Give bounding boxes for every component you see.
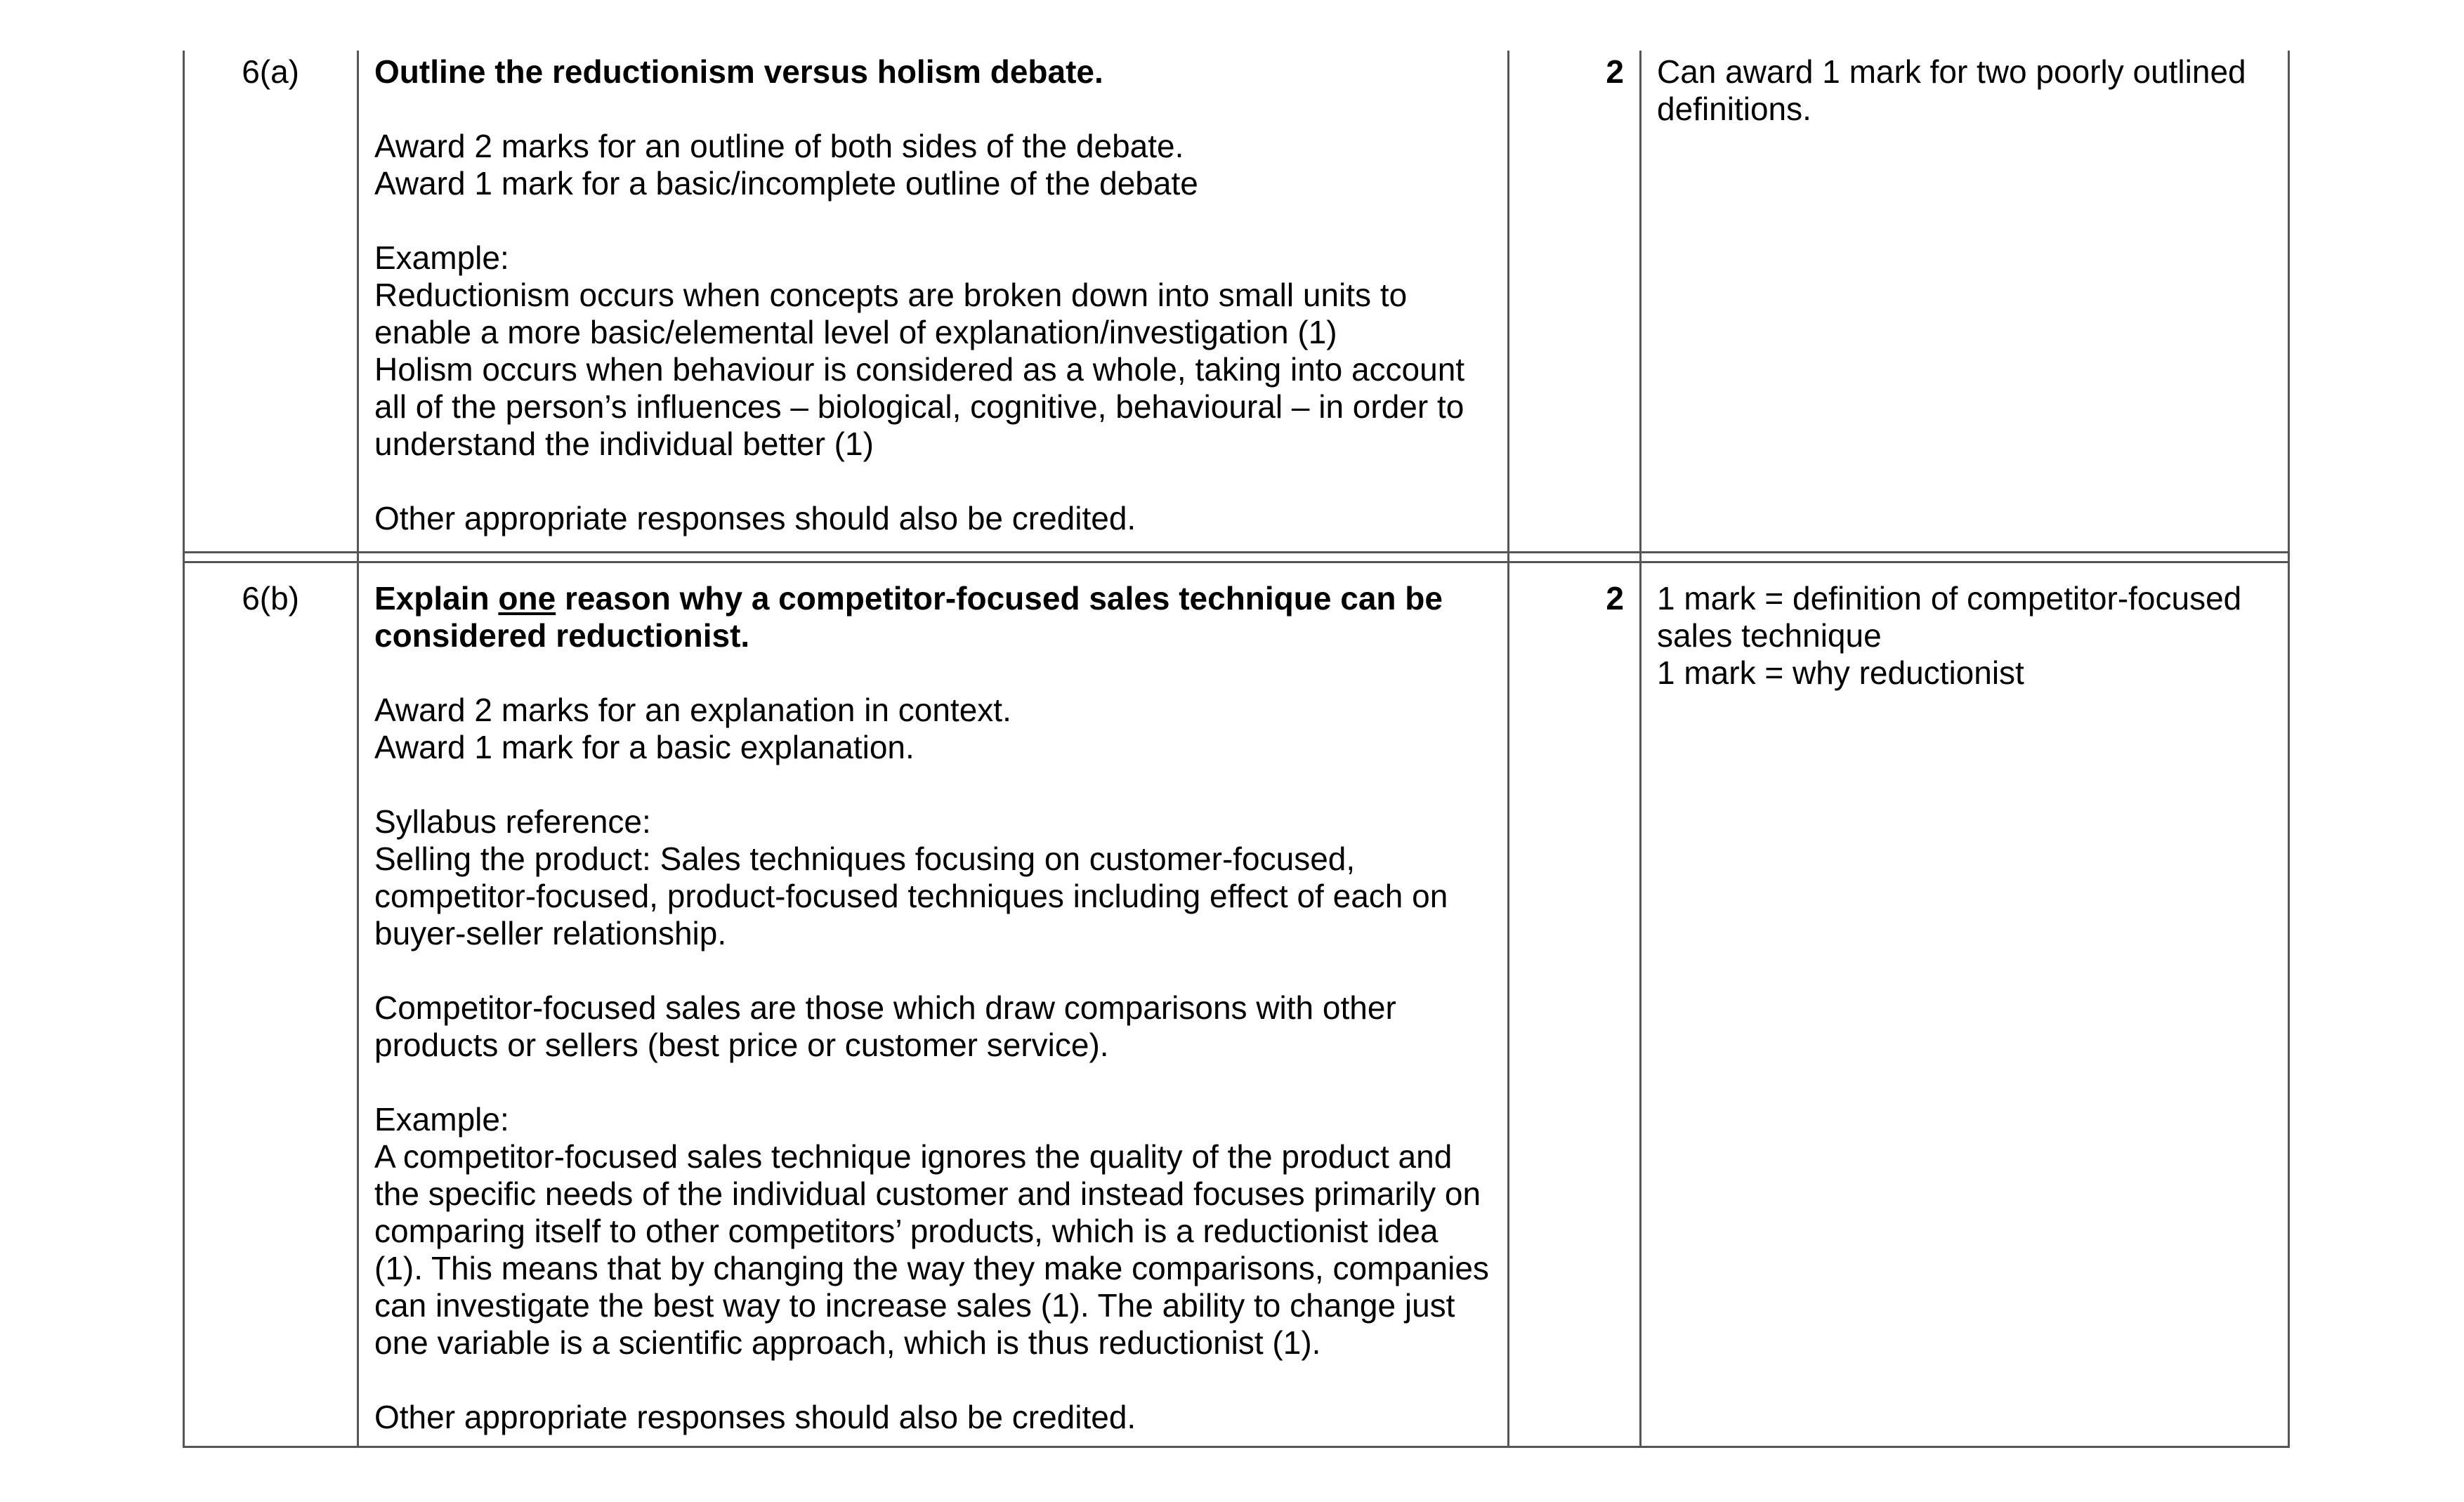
row-separator xyxy=(183,551,2290,563)
other-responses-note: Other appropriate responses should also be credited. xyxy=(374,500,1136,536)
example-text: Reductionism occurs when concepts are broken down into small units to enable a more basic/elemental level of explanation/investigation (1) xyxy=(374,277,1408,350)
award-criterion: Award 1 mark for a basic explanation. xyxy=(374,729,915,765)
guidance-text: Can award 1 mark for two poorly outlined definitions. xyxy=(1657,53,2246,127)
guidance-text: 1 mark = why reductionist xyxy=(1657,654,2024,691)
example-text: A competitor-focused sales technique ignores the quality of the product and the specific needs of the individual customer and instead focuses primarily on comparing itself to other competitors’ products, which is a reductionist idea (1). This means that by changing the way they make comparisons, companies can investigate the best way to increase sales (1). The ability to change just one variable is a scientific approach, which is thus reductionist (1). xyxy=(374,1138,1489,1361)
question-title-end: reason why a competitor-focused sales technique can be considered reductionist. xyxy=(374,580,1443,654)
syllabus-label: Syllabus reference: xyxy=(374,803,651,840)
example-text: Holism occurs when behaviour is considered as a whole, taking into account all of the person’s influences – biological, cognitive, behavioural – in order to understand the individual better (1) xyxy=(374,351,1465,462)
table-row xyxy=(183,51,2290,551)
question-number: 6(a) xyxy=(183,51,357,551)
example-label: Example: xyxy=(374,1101,509,1138)
question-title: Outline the reductionism versus holism debate. xyxy=(374,53,1103,90)
other-responses-note: Other appropriate responses should also be credited. xyxy=(374,1399,1136,1435)
guidance-text: 1 mark = definition of competitor-focused sales technique xyxy=(1657,580,2242,654)
example-label: Example: xyxy=(374,239,509,276)
syllabus-text: Selling the product: Sales techniques focusing on customer-focused, competitor-focused, product-focused techniques including effect of each on buyer-seller relationship. xyxy=(374,841,1448,951)
award-criterion: Award 2 marks for an outline of both sides of the debate. xyxy=(374,128,1184,164)
mark-scheme-table xyxy=(183,51,2290,1448)
question-title xyxy=(374,580,1495,654)
guidance-cell xyxy=(1639,51,2290,551)
award-criterion: Award 2 marks for an explanation in context. xyxy=(374,692,1011,728)
answer-cell xyxy=(357,563,1507,1448)
marks-value: 2 xyxy=(1507,563,1639,1448)
question-title-start: Explain xyxy=(374,580,499,617)
competitor-definition: Competitor-focused sales are those which draw comparisons with other products or sellers (best price or customer service). xyxy=(374,989,1396,1063)
marks-value: 2 xyxy=(1507,51,1639,551)
award-criterion: Award 1 mark for a basic/incomplete outline of the debate xyxy=(374,165,1198,202)
table-row xyxy=(183,563,2290,1448)
question-number: 6(b) xyxy=(183,563,357,1448)
question-title-emphasis: one xyxy=(498,580,556,617)
mark-scheme-page xyxy=(183,51,2290,1448)
guidance-cell xyxy=(1639,563,2290,1448)
answer-cell xyxy=(357,51,1507,551)
